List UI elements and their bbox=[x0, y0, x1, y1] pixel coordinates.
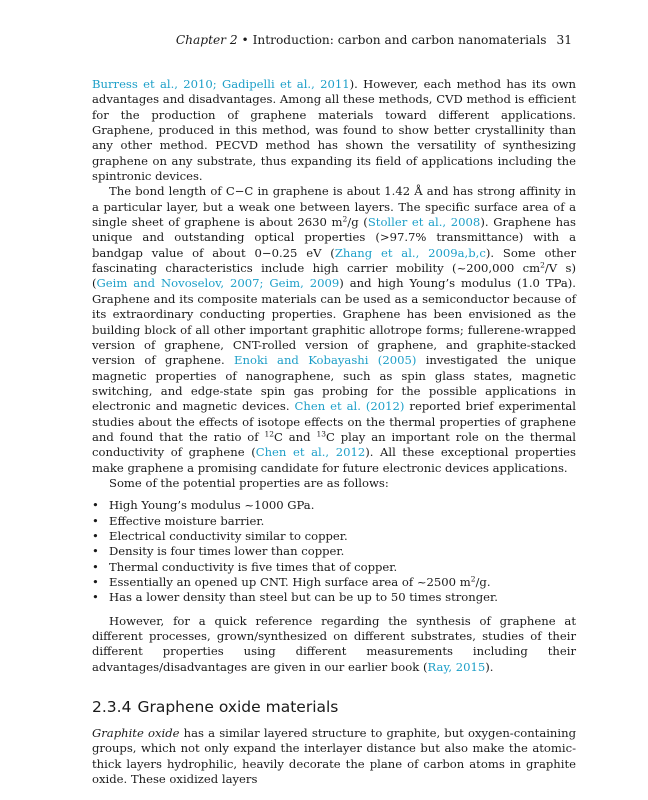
paragraph-text: C play an important role on the thermal conductivity of graphene ( bbox=[92, 429, 577, 460]
paragraph-text: The bond length of C−C in graphene is about 1.42 Å and has strong affinity in a particular layer, but a weak one between layers. The specific surface area of a single sheet of graphene is about 2630 m bbox=[92, 184, 576, 230]
paragraph-list-intro: Some of the potential properties are as follows: bbox=[109, 475, 389, 490]
paragraph-text: has a similar layered structure to graphite, but oxygen-containing groups, which not only expand the interlayer distance but also make the atomic-thick layers hydrophilic, heavily decorate the plane of carbon atoms in graphite oxide. These oxidized layers bbox=[92, 726, 576, 787]
section-title: Graphene oxide materials bbox=[137, 698, 339, 717]
superscript: 2 bbox=[342, 214, 348, 224]
list-item-text: Essentially an opened up CNT. High surface area of ~2500 m bbox=[109, 575, 471, 589]
list-item-text: High Young’s modulus ~1000 GPa. bbox=[109, 498, 315, 513]
citation-link[interactable]: Enoki and Kobayashi (2005) bbox=[234, 353, 417, 368]
paragraph-reference bbox=[92, 614, 576, 675]
superscript: 13 bbox=[316, 429, 326, 439]
paragraph-graphite-oxide bbox=[92, 726, 576, 787]
list-item-text: Effective moisture barrier. bbox=[109, 513, 265, 528]
page-number: 31 bbox=[556, 33, 572, 47]
bullet-icon: • bbox=[92, 528, 99, 543]
paragraph-text: ). Some other fascinating characteristics include high carrier mobility (~200,000 cm bbox=[92, 245, 576, 276]
list-item bbox=[92, 560, 576, 575]
section-number: 2.3.4 bbox=[92, 698, 132, 717]
superscript: 2 bbox=[470, 574, 476, 584]
bullet-icon: • bbox=[92, 590, 99, 605]
list-item bbox=[92, 575, 576, 590]
paragraph-text: investigated the unique magnetic properties of nanographene, such as spin glass states, magnetic switching, and edge-state spin gas probing for the possible applications in electronic and magnetic devices. bbox=[92, 353, 576, 414]
bullet-icon: • bbox=[92, 544, 99, 559]
list-item-text: Electrical conductivity similar to copper. bbox=[109, 528, 348, 543]
paragraph-text: ) and high Young’s modulus (1.0 TPa). Graphene and its composite materials can be used as a semiconductor because of its extraordinary conducting properties. Graphene has been envisioned as the building block of all other important graphitic allotrope forms; fullerene-wrapped version of graphene, CNT-rolled version of graphene, and graphite-stacked version of graphene. bbox=[92, 276, 576, 368]
chapter-label: Chapter 2 bbox=[175, 33, 238, 47]
superscript: 12 bbox=[264, 429, 275, 439]
citation-link[interactable]: Zhang et al., 2009a,b,c bbox=[334, 245, 486, 260]
paragraph-text: ). All these exceptional properties make graphene a promising candidate for future electronic devices applications. bbox=[92, 445, 576, 475]
paragraph-continuation bbox=[92, 77, 576, 184]
citation-link[interactable]: Burress et al., 2010; Gadipelli et al., 2011 bbox=[92, 77, 350, 91]
list-item-text: Thermal conductivity is five times that of copper. bbox=[109, 559, 398, 574]
list-item-text: Has a lower density than steel but can be up to 50 times stronger. bbox=[109, 590, 498, 605]
chapter-title: Introduction: carbon and carbon nanomaterials bbox=[252, 33, 547, 47]
paragraph-text: /V s) ( bbox=[92, 261, 576, 291]
citation-link[interactable]: Chen et al. (2012) bbox=[294, 399, 405, 414]
paragraph-text: ). Graphene has unique and outstanding optical properties (>97.7% transmittance) with a bandgap value of about 0−0.25 eV ( bbox=[92, 215, 577, 260]
list-item bbox=[92, 498, 576, 513]
bullet-icon: • bbox=[92, 559, 99, 574]
running-header bbox=[92, 32, 572, 48]
body-text bbox=[92, 77, 576, 787]
paragraph-text: /g ( bbox=[347, 215, 368, 230]
list-item-text: Density is four times lower than copper. bbox=[109, 544, 345, 559]
paragraph-text: C and bbox=[274, 429, 317, 444]
property-list bbox=[92, 498, 576, 605]
list-item bbox=[92, 544, 576, 559]
list-item bbox=[92, 514, 576, 529]
citation-link[interactable]: Ray, 2015 bbox=[427, 659, 486, 674]
list-item bbox=[92, 529, 576, 544]
section-heading bbox=[92, 697, 576, 717]
term-italic: Graphite oxide bbox=[92, 726, 180, 741]
bullet-icon: • bbox=[92, 575, 99, 589]
superscript: 2 bbox=[540, 260, 545, 270]
paragraph-text: However, for a quick reference regarding the synthesis of graphene at different processes, grown/synthesized on different substrates, studies of their different properties using different measurements including their advantages/disadvantages are given in our earlier book ( bbox=[92, 613, 576, 674]
bullet-icon: • bbox=[92, 513, 99, 528]
list-item-text: /g. bbox=[475, 575, 491, 589]
paragraph-text: reported brief experimental studies about the effects of isotope effects on the thermal properties of graphene and found that the ratio of bbox=[92, 399, 576, 444]
citation-link[interactable]: Geim and Novoselov, 2007; Geim, 2009 bbox=[96, 276, 340, 291]
header-separator: • bbox=[237, 33, 253, 47]
bullet-icon: • bbox=[92, 498, 99, 513]
paragraph-text: ). However, each method has its own advantages and disadvantages. Among all these methods, CVD method is efficient for the production of graphene materials toward different applications. Graphene, produced in this method, was found to show better crystallinity than any other method. PECVD method has shown the versatility of synthesizing graphene on any substrate, thus expanding its field of applications including the spintronic devices. bbox=[92, 77, 576, 184]
citation-link[interactable]: Chen et al., 2012 bbox=[255, 445, 366, 460]
list-item bbox=[92, 590, 576, 605]
citation-link[interactable]: Stoller et al., 2008 bbox=[367, 215, 481, 230]
paragraph-graphene-properties bbox=[92, 184, 576, 476]
paragraph-text: ). bbox=[485, 659, 494, 674]
